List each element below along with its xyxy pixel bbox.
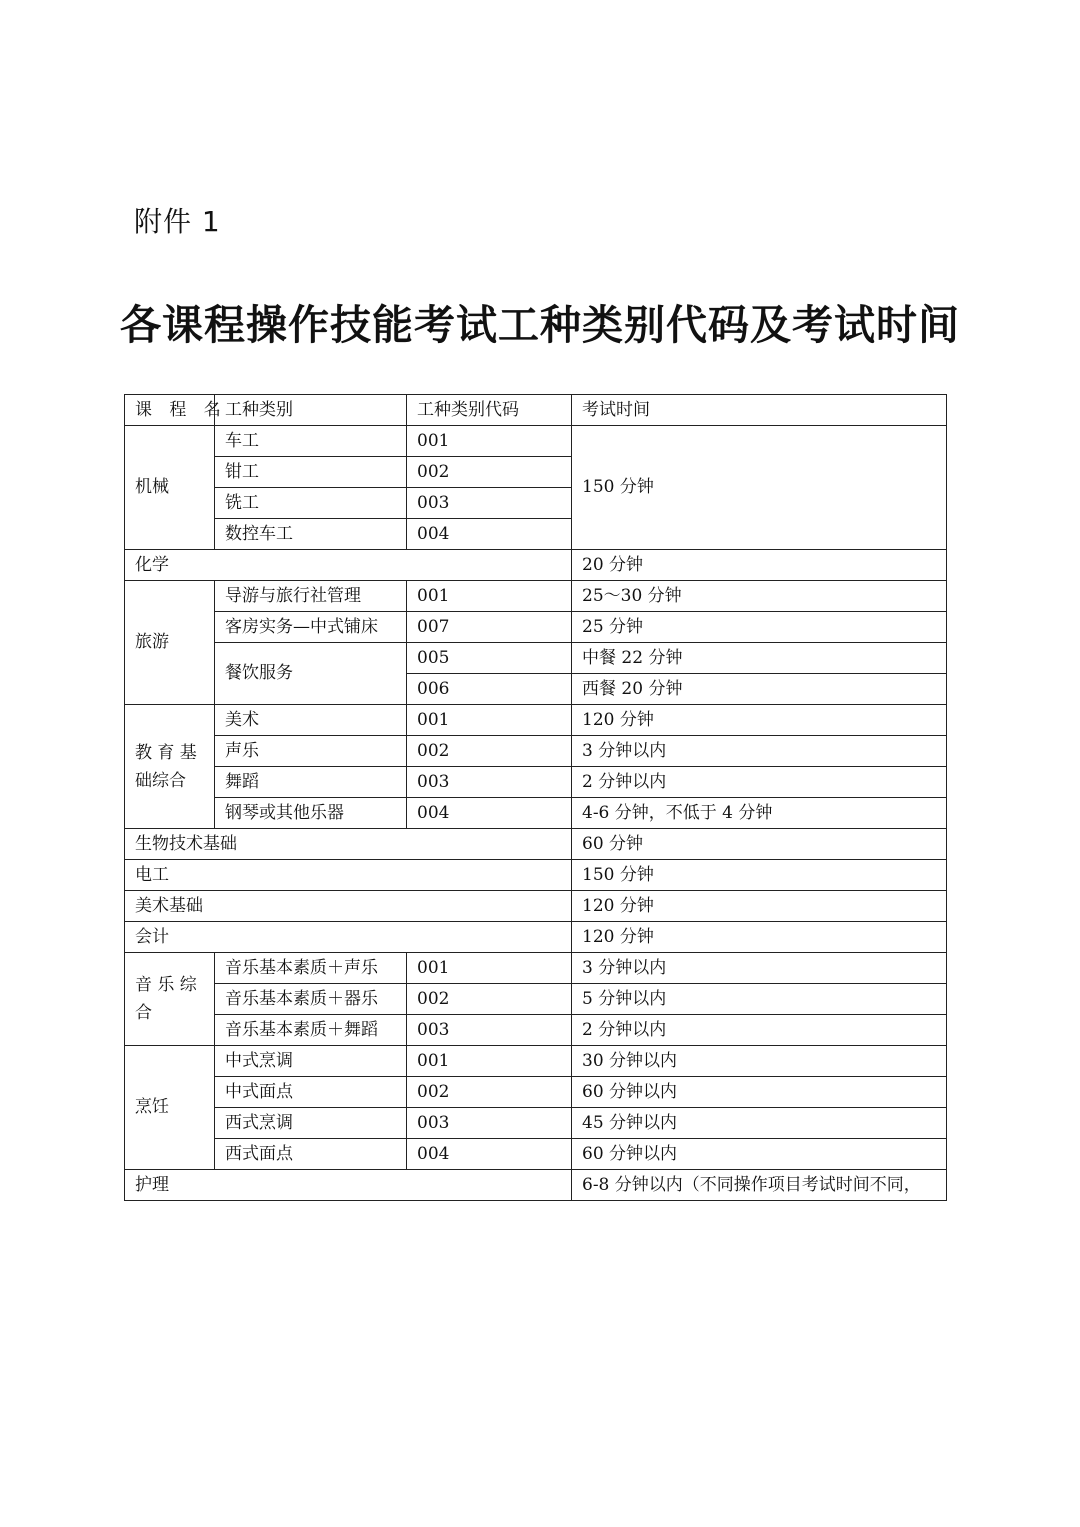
code-cell: 002 — [407, 984, 572, 1015]
work-type-cell: 美术 — [215, 705, 407, 736]
time-cell: 120 分钟 — [572, 705, 947, 736]
header-course-name: 课 程 名 — [125, 395, 215, 426]
code-cell: 006 — [407, 674, 572, 705]
time-cell: 150 分钟 — [572, 860, 947, 891]
table-row — [125, 922, 947, 953]
table-row — [125, 426, 947, 457]
table-row — [125, 1046, 947, 1077]
course-cell-music: 音 乐 综 合 — [125, 953, 215, 1046]
code-cell: 003 — [407, 1015, 572, 1046]
time-cell-machinery: 150 分钟 — [572, 426, 947, 550]
work-type-cell: 西式面点 — [215, 1139, 407, 1170]
course-cell: 会计 — [125, 922, 572, 953]
time-cell: 30 分钟以内 — [572, 1046, 947, 1077]
time-cell: 4-6 分钟，不低于 4 分钟 — [572, 798, 947, 829]
table-row — [125, 581, 947, 612]
time-cell: 60 分钟 — [572, 829, 947, 860]
work-type-cell: 数控车工 — [215, 519, 407, 550]
course-cell-education: 教 育 基 础综合 — [125, 705, 215, 829]
time-cell: 25 分钟 — [572, 612, 947, 643]
table-header-row — [125, 395, 947, 426]
code-cell: 004 — [407, 519, 572, 550]
work-type-cell: 客房实务—中式铺床 — [215, 612, 407, 643]
code-cell: 003 — [407, 1108, 572, 1139]
code-cell: 002 — [407, 736, 572, 767]
work-type-cell: 中式烹调 — [215, 1046, 407, 1077]
code-cell: 002 — [407, 1077, 572, 1108]
work-type-cell-catering: 餐饮服务 — [215, 643, 407, 705]
work-type-cell: 车工 — [215, 426, 407, 457]
document-title: 各课程操作技能考试工种类别代码及考试时间 — [120, 301, 960, 349]
code-cell: 001 — [407, 705, 572, 736]
code-cell: 005 — [407, 643, 572, 674]
table-row — [125, 612, 947, 643]
work-type-cell: 音乐基本素质＋舞蹈 — [215, 1015, 407, 1046]
time-cell: 60 分钟以内 — [572, 1139, 947, 1170]
code-cell: 001 — [407, 581, 572, 612]
table-row — [125, 705, 947, 736]
table-row — [125, 860, 947, 891]
work-type-cell: 舞蹈 — [215, 767, 407, 798]
header-work-type: 工种类别 — [215, 395, 407, 426]
code-cell: 004 — [407, 798, 572, 829]
table-row — [125, 984, 947, 1015]
exam-time-table — [124, 394, 947, 1201]
time-cell: 60 分钟以内 — [572, 1077, 947, 1108]
code-cell: 004 — [407, 1139, 572, 1170]
work-type-cell: 铣工 — [215, 488, 407, 519]
course-cell: 电工 — [125, 860, 572, 891]
table-row — [125, 736, 947, 767]
code-cell: 002 — [407, 457, 572, 488]
header-exam-time: 考试时间 — [572, 395, 947, 426]
code-cell: 001 — [407, 953, 572, 984]
table-row — [125, 1108, 947, 1139]
code-cell: 007 — [407, 612, 572, 643]
time-cell: 西餐 20 分钟 — [572, 674, 947, 705]
time-cell-nursing: 6-8 分钟以内（不同操作项目考试时间不同， — [572, 1170, 947, 1201]
course-cell-tourism: 旅游 — [125, 581, 215, 705]
table-row — [125, 643, 947, 674]
course-cell-machinery: 机械 — [125, 426, 215, 550]
work-type-cell: 音乐基本素质＋器乐 — [215, 984, 407, 1015]
table-row — [125, 1015, 947, 1046]
work-type-cell: 西式烹调 — [215, 1108, 407, 1139]
work-type-cell: 导游与旅行社管理 — [215, 581, 407, 612]
time-cell: 3 分钟以内 — [572, 953, 947, 984]
course-cell: 美术基础 — [125, 891, 572, 922]
time-cell: 2 分钟以内 — [572, 767, 947, 798]
table-row — [125, 1170, 947, 1201]
table-row — [125, 798, 947, 829]
header-work-type-code: 工种类别代码 — [407, 395, 572, 426]
time-cell: 20 分钟 — [572, 550, 947, 581]
table-row — [125, 1077, 947, 1108]
table-row — [125, 829, 947, 860]
code-cell: 003 — [407, 488, 572, 519]
table-row — [125, 550, 947, 581]
course-cell-cooking: 烹饪 — [125, 1046, 215, 1170]
table-row — [125, 953, 947, 984]
table-row — [125, 1139, 947, 1170]
work-type-cell: 音乐基本素质＋声乐 — [215, 953, 407, 984]
time-cell: 5 分钟以内 — [572, 984, 947, 1015]
time-cell: 25～30 分钟 — [572, 581, 947, 612]
time-cell: 3 分钟以内 — [572, 736, 947, 767]
time-cell: 120 分钟 — [572, 922, 947, 953]
code-cell: 001 — [407, 1046, 572, 1077]
work-type-cell: 钳工 — [215, 457, 407, 488]
code-cell: 001 — [407, 426, 572, 457]
work-type-cell: 声乐 — [215, 736, 407, 767]
course-cell-nursing: 护理 — [125, 1170, 572, 1201]
time-cell: 120 分钟 — [572, 891, 947, 922]
course-cell-chemistry: 化学 — [125, 550, 572, 581]
course-cell: 生物技术基础 — [125, 829, 572, 860]
time-cell: 45 分钟以内 — [572, 1108, 947, 1139]
time-cell: 中餐 22 分钟 — [572, 643, 947, 674]
code-cell: 003 — [407, 767, 572, 798]
table-row — [125, 767, 947, 798]
table-row — [125, 891, 947, 922]
work-type-cell: 中式面点 — [215, 1077, 407, 1108]
work-type-cell: 钢琴或其他乐器 — [215, 798, 407, 829]
time-cell: 2 分钟以内 — [572, 1015, 947, 1046]
attachment-label: 附件 1 — [134, 205, 221, 238]
